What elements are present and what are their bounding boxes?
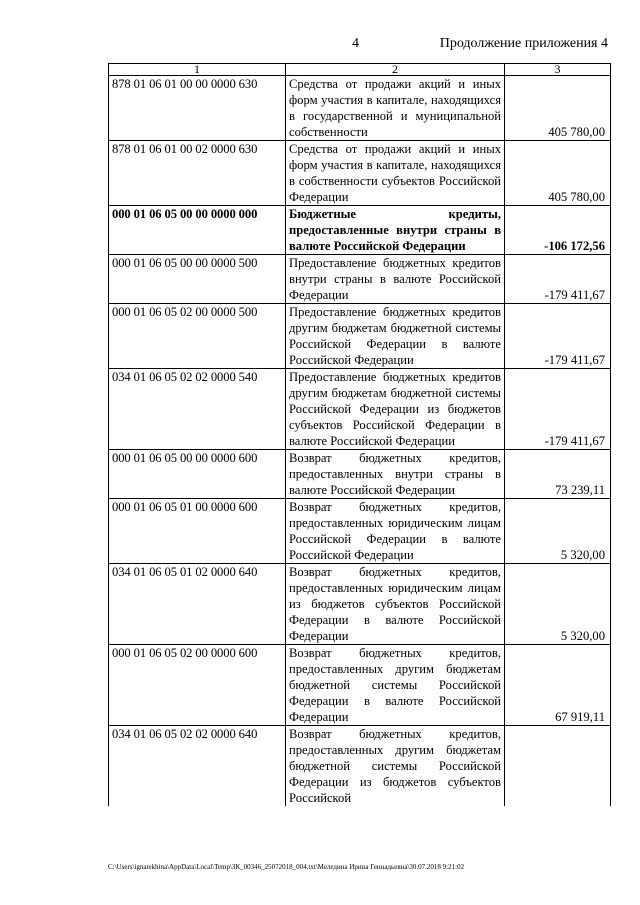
amount-cell: -106 172,56 — [505, 206, 611, 255]
amount-cell: -179 411,67 — [505, 369, 611, 450]
table-row — [109, 499, 611, 564]
amount-cell: 73 239,11 — [505, 450, 611, 499]
amount-cell: 405 780,00 — [505, 141, 611, 206]
footer-file-path: C:\Users\ignatekhina\AppData\Local\Temp\ЗК_00346_25072018_004.txt\Меледина Ирина Геннадьевна\30.07.2018 9:21:02 — [108, 863, 465, 871]
source-name-cell: Средства от продажи акций и иных форм участия в капитале, находящихся в государственной и муниципальной собственности — [286, 76, 505, 141]
budget-code-cell: 000 01 06 05 00 00 0000 000 — [109, 206, 286, 255]
budget-code-cell: 000 01 06 05 02 00 0000 600 — [109, 645, 286, 726]
source-name-cell: Возврат бюджетных кредитов, предоставленных юридическим лицам из бюджетов субъектов Российской Федерации в валюте Российской Федерации — [286, 564, 505, 645]
source-name-cell: Средства от продажи акций и иных форм участия в капитале, находящихся в собственности субъектов Российской Федерации — [286, 141, 505, 206]
column-number-row — [109, 64, 611, 76]
page-number: 4 — [352, 36, 359, 51]
continuation-title: Продолжение приложения 4 — [439, 36, 608, 51]
source-name-cell: Предоставление бюджетных кредитов внутри страны в валюте Российской Федерации — [286, 255, 505, 304]
budget-code-cell: 000 01 06 05 01 00 0000 600 — [109, 499, 286, 564]
budget-code-cell: 034 01 06 05 01 02 0000 640 — [109, 564, 286, 645]
budget-code-cell: 878 01 06 01 00 02 0000 630 — [109, 141, 286, 206]
budget-code-cell: 000 01 06 05 00 00 0000 600 — [109, 450, 286, 499]
source-name-cell: Возврат бюджетных кредитов, предоставленных внутри страны в валюте Российской Федерации — [286, 450, 505, 499]
amount-cell: 405 780,00 — [505, 76, 611, 141]
table-row — [109, 645, 611, 726]
budget-code-cell: 000 01 06 05 00 00 0000 500 — [109, 255, 286, 304]
amount-cell: -179 411,67 — [505, 304, 611, 369]
column-number-name: 2 — [286, 64, 505, 76]
source-name-cell: Предоставление бюджетных кредитов другим бюджетам бюджетной системы Российской Федерации из бюджетов субъектов Российской Федерации в валюте Российской Федерации — [286, 369, 505, 450]
source-name-cell: Возврат бюджетных кредитов, предоставленных юридическим лицам Российской Федерации в валюте Российской Федерации — [286, 499, 505, 564]
table-row — [109, 206, 611, 255]
table-row — [109, 141, 611, 206]
table-row — [109, 564, 611, 645]
column-number-amount: 3 — [505, 64, 611, 76]
table-row — [109, 304, 611, 369]
budget-code-cell: 878 01 06 01 00 00 0000 630 — [109, 76, 286, 141]
source-name-cell: Возврат бюджетных кредитов, предоставленных другим бюджетам бюджетной системы Российской Федерации из бюджетов субъектов Российской — [286, 726, 505, 807]
amount-cell: -179 411,67 — [505, 255, 611, 304]
amount-cell: 5 320,00 — [505, 564, 611, 645]
budget-code-cell: 034 01 06 05 02 02 0000 540 — [109, 369, 286, 450]
table-row — [109, 76, 611, 141]
column-number-code: 1 — [109, 64, 286, 76]
table-row — [109, 726, 611, 807]
amount-cell — [505, 726, 611, 807]
amount-cell: 67 919,11 — [505, 645, 611, 726]
budget-code-cell: 000 01 06 05 02 00 0000 500 — [109, 304, 286, 369]
table-row — [109, 369, 611, 450]
budget-code-cell: 034 01 06 05 02 02 0000 640 — [109, 726, 286, 807]
table-row — [109, 450, 611, 499]
source-name-cell: Предоставление бюджетных кредитов другим бюджетам бюджетной системы Российской Федерации в валюте Российской Федерации — [286, 304, 505, 369]
source-name-cell: Бюджетные кредиты, предоставленные внутри страны в валюте Российской Федерации — [286, 206, 505, 255]
table-row — [109, 255, 611, 304]
amount-cell: 5 320,00 — [505, 499, 611, 564]
budget-table — [108, 63, 611, 806]
source-name-cell: Возврат бюджетных кредитов, предоставленных другим бюджетам бюджетной системы Российской Федерации в валюте Российской Федерации — [286, 645, 505, 726]
